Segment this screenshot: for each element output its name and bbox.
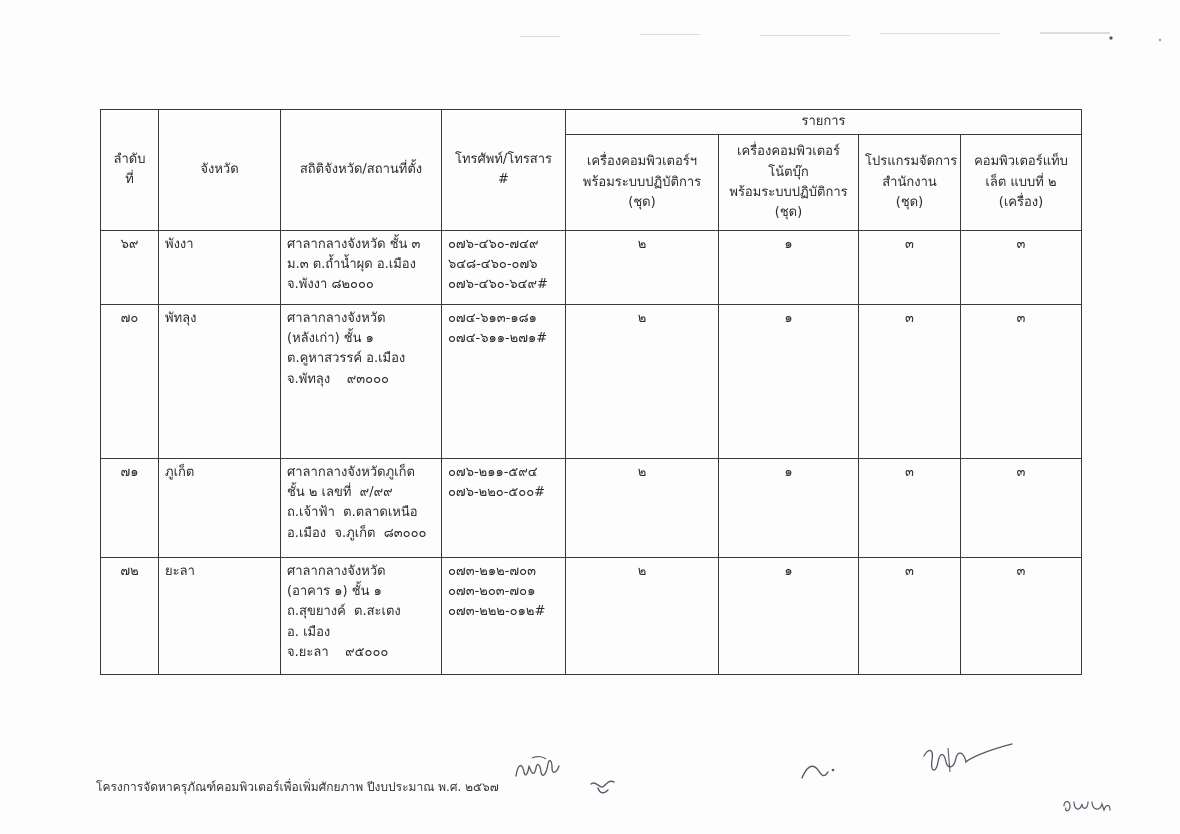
office-line: ต.คูหาสวรรค์ อ.เมือง bbox=[287, 351, 406, 367]
page-number-mark bbox=[1060, 794, 1114, 816]
row-notebook-qty: ๑ bbox=[719, 459, 859, 558]
row-office-software-qty: ๓ bbox=[859, 231, 961, 305]
table-row bbox=[101, 558, 1082, 675]
row-office-software-qty: ๓ bbox=[859, 305, 961, 459]
col-province-header: จังหวัด bbox=[159, 110, 281, 231]
phone-line: ๐๗๖-๔๖๐-๗๔๙ bbox=[448, 237, 539, 253]
phone-line: ๐๗๖-๒๒๐-๕๐๐# bbox=[448, 485, 546, 501]
row-order: ๗๒ bbox=[101, 558, 159, 675]
row-province: ยะลา bbox=[159, 558, 281, 675]
office-line: ถ.เจ้าฟ้า ต.ตลาดเหนือ bbox=[287, 505, 418, 521]
office-line: จ.พัทลุง ๙๓๐๐๐ bbox=[287, 371, 389, 387]
col-notebook-line: เครื่องคอมพิวเตอร์ bbox=[737, 144, 840, 160]
col-tablet-line: เล็ต แบบที่ ๒ bbox=[985, 174, 1057, 190]
phone-line: ๐๗๓-๒๐๓-๗๐๑ bbox=[448, 584, 536, 600]
office-line: ถ.สุขยางค์ ต.สะเตง bbox=[287, 604, 401, 620]
signature-initial-3 bbox=[798, 758, 838, 784]
office-line: อ. เมือง bbox=[287, 624, 331, 640]
row-tablet-qty: ๓ bbox=[961, 231, 1082, 305]
row-province: พังงา bbox=[159, 231, 281, 305]
col-tablet-header bbox=[961, 135, 1082, 231]
col-desktop-line: เครื่องคอมพิวเตอร์ฯ bbox=[586, 154, 698, 170]
row-province: พัทลุง bbox=[159, 305, 281, 459]
row-notebook-qty: ๑ bbox=[719, 231, 859, 305]
row-tablet-qty: ๓ bbox=[961, 305, 1082, 459]
col-tablet-line: (เครื่อง) bbox=[998, 194, 1044, 210]
col-desktop-line: (ชุด) bbox=[628, 194, 656, 210]
office-line: ศาลากลางจังหวัด bbox=[287, 564, 386, 580]
row-phone bbox=[442, 305, 566, 459]
row-office bbox=[281, 459, 442, 558]
table-row bbox=[101, 231, 1082, 305]
row-office-software-qty: ๓ bbox=[859, 558, 961, 675]
row-tablet-qty: ๓ bbox=[961, 558, 1082, 675]
col-notebook-line: พร้อมระบบปฏิบัติการ bbox=[729, 184, 848, 200]
row-order: ๗๑ bbox=[101, 459, 159, 558]
col-notebook-header bbox=[719, 135, 859, 231]
row-desktop-qty: ๒ bbox=[566, 558, 719, 675]
row-office bbox=[281, 305, 442, 459]
table-row bbox=[101, 305, 1082, 459]
col-office-software-header bbox=[859, 135, 961, 231]
row-tablet-qty: ๓ bbox=[961, 459, 1082, 558]
row-order: ๖๙ bbox=[101, 231, 159, 305]
row-province: ภูเก็ต bbox=[159, 459, 281, 558]
signature-initial-2 bbox=[588, 776, 618, 798]
office-line: ศาลากลางจังหวัด ชั้น ๓ bbox=[287, 237, 421, 253]
phone-line: ๐๗๖-๔๖๐-๖๔๙# bbox=[448, 277, 548, 293]
phone-line: ๐๗๔-๖๑๓-๑๘๑ bbox=[448, 311, 537, 327]
row-order: ๗๐ bbox=[101, 305, 159, 459]
header-row-group bbox=[101, 110, 1082, 135]
row-phone bbox=[442, 459, 566, 558]
row-phone bbox=[442, 231, 566, 305]
equipment-table bbox=[100, 109, 1082, 675]
row-desktop-qty: ๒ bbox=[566, 459, 719, 558]
col-notebook-line: โน้ตบุ๊ก bbox=[768, 164, 809, 180]
office-line: จ.ยะลา ๙๕๐๐๐ bbox=[287, 644, 389, 660]
office-line: ม.๓ ต.ถ้ำน้ำผุด อ.เมือง bbox=[287, 257, 416, 273]
items-group-header: รายการ bbox=[566, 110, 1082, 135]
col-order-line: ที่ bbox=[125, 172, 134, 188]
row-desktop-qty: ๒ bbox=[566, 305, 719, 459]
col-notebook-line: (ชุด) bbox=[774, 204, 803, 220]
row-phone bbox=[442, 558, 566, 675]
phone-line: ๐๗๖-๒๑๑-๕๙๔ bbox=[448, 465, 538, 481]
office-line: อ.เมือง จ.ภูเก็ต ๘๓๐๐๐ bbox=[287, 525, 427, 541]
phone-line: ๐๗๔-๖๑๑-๒๗๑# bbox=[448, 331, 548, 347]
office-line: (อาคาร ๑) ชั้น ๑ bbox=[287, 584, 382, 600]
row-desktop-qty: ๒ bbox=[566, 231, 719, 305]
office-line: ศาลากลางจังหวัดภูเก็ต bbox=[287, 465, 415, 481]
col-office-header: สถิติจังหวัด/สถานที่ตั้ง bbox=[281, 110, 442, 231]
col-office-software-line: โปรแกรมจัดการ bbox=[865, 154, 958, 170]
row-office bbox=[281, 558, 442, 675]
col-office-software-line: สำนักงาน bbox=[882, 174, 937, 190]
col-order-line: ลำดับ bbox=[113, 151, 146, 167]
row-office-software-qty: ๓ bbox=[859, 459, 961, 558]
row-notebook-qty: ๑ bbox=[719, 305, 859, 459]
office-line: ศาลากลางจังหวัด bbox=[287, 311, 386, 327]
row-notebook-qty: ๑ bbox=[719, 558, 859, 675]
scan-artifact bbox=[0, 0, 1180, 60]
project-footer-text: โครงการจัดหาครุภัณฑ์คอมพิวเตอร์เพื่อเพิ่มศักยภาพ ปีงบประมาณ พ.ศ. ๒๕๖๗ bbox=[96, 780, 499, 794]
col-desktop-line: พร้อมระบบปฏิบัติการ bbox=[582, 174, 702, 190]
office-line: จ.พังงา ๘๒๐๐๐ bbox=[287, 277, 374, 293]
office-line: ชั้น ๒ เลขที่ ๙/๙๙ bbox=[287, 485, 393, 501]
table-row bbox=[101, 459, 1082, 558]
signature-initial-1 bbox=[512, 754, 564, 784]
phone-line: ๐๗๓-๒๑๒-๗๐๓ bbox=[448, 564, 536, 580]
office-line: (หลังเก่า) ชั้น ๑ bbox=[287, 331, 374, 347]
row-office bbox=[281, 231, 442, 305]
phone-line: ๖๔๘-๔๖๐-๐๗๖ bbox=[448, 257, 538, 273]
col-office-software-line: (ชุด) bbox=[895, 194, 924, 210]
col-order-header bbox=[101, 110, 159, 231]
col-tablet-line: คอมพิวเตอร์แท็บ bbox=[974, 154, 1068, 170]
col-desktop-header bbox=[566, 135, 719, 231]
phone-line: ๐๗๓-๒๒๒-๐๑๒# bbox=[448, 604, 546, 620]
signature-initial-4 bbox=[918, 742, 1018, 778]
col-phone-header: โทรศัพท์/โทรสาร # bbox=[442, 110, 566, 231]
